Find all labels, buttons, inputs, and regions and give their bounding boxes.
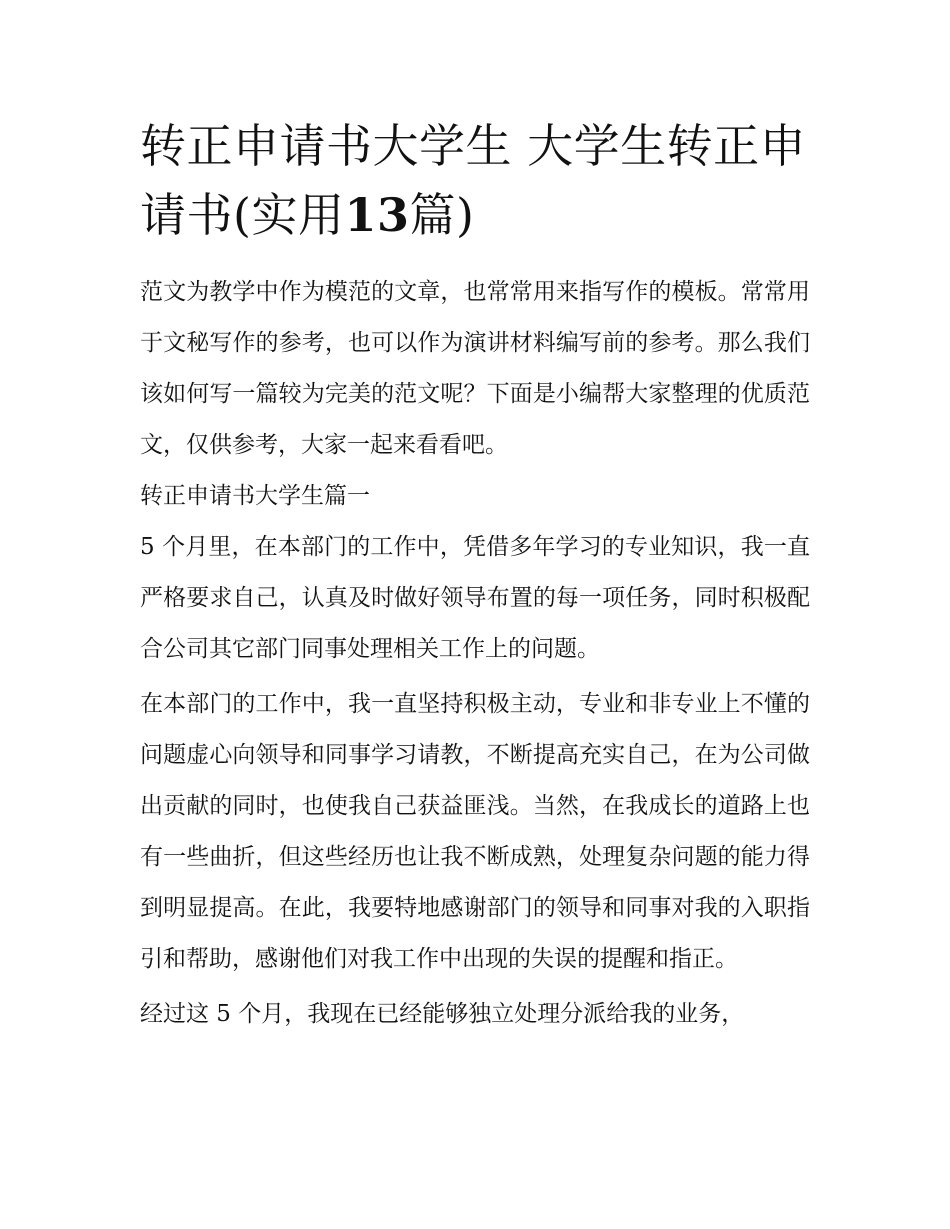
- title-number: 13: [344, 188, 410, 242]
- intro-paragraph: 范文为教学中作为模范的文章，也常常用来指写作的模板。常常用于文秘写作的参考，也可以作为演讲材料编写前的参考。那么我们该如何写一篇较为完美的范文呢？下面是小编帮大家整理的优质范文，仅供参考，大家一起来看看吧。: [140, 279, 810, 458]
- document-title: [140, 112, 810, 250]
- body-paragraph-3: 经过这 5 个月，我现在已经能够独立处理分派给我的业务，: [140, 1001, 745, 1027]
- section-heading: 转正申请书大学生篇一: [140, 483, 370, 509]
- title-text-part1: 转正申请书大学生 大学生转正申请书(实用: [140, 119, 807, 242]
- title-text-part2: 篇): [409, 188, 475, 242]
- body-paragraph-1: 5 个月里，在本部门的工作中，凭借多年学习的专业知识，我一直严格要求自己，认真及时做好领导布置的每一项任务，同时积极配合公司其它部门同事处理相关工作上的问题。: [140, 534, 810, 662]
- body-paragraph-2: 在本部门的工作中，我一直坚持积极主动，专业和非专业上不懂的问题虚心向领导和同事学习请教，不断提高充实自己，在为公司做出贡献的同时，也使我自己获益匪浅。当然，在我成长的道路上也有一些曲折，但这些经历也让我不断成熟，处理复杂问题的能力得到明显提高。在此，我要特地感谢部门的领导和同事对我的入职指引和帮助，感谢他们对我工作中出现的失误的提醒和指正。: [140, 691, 810, 972]
